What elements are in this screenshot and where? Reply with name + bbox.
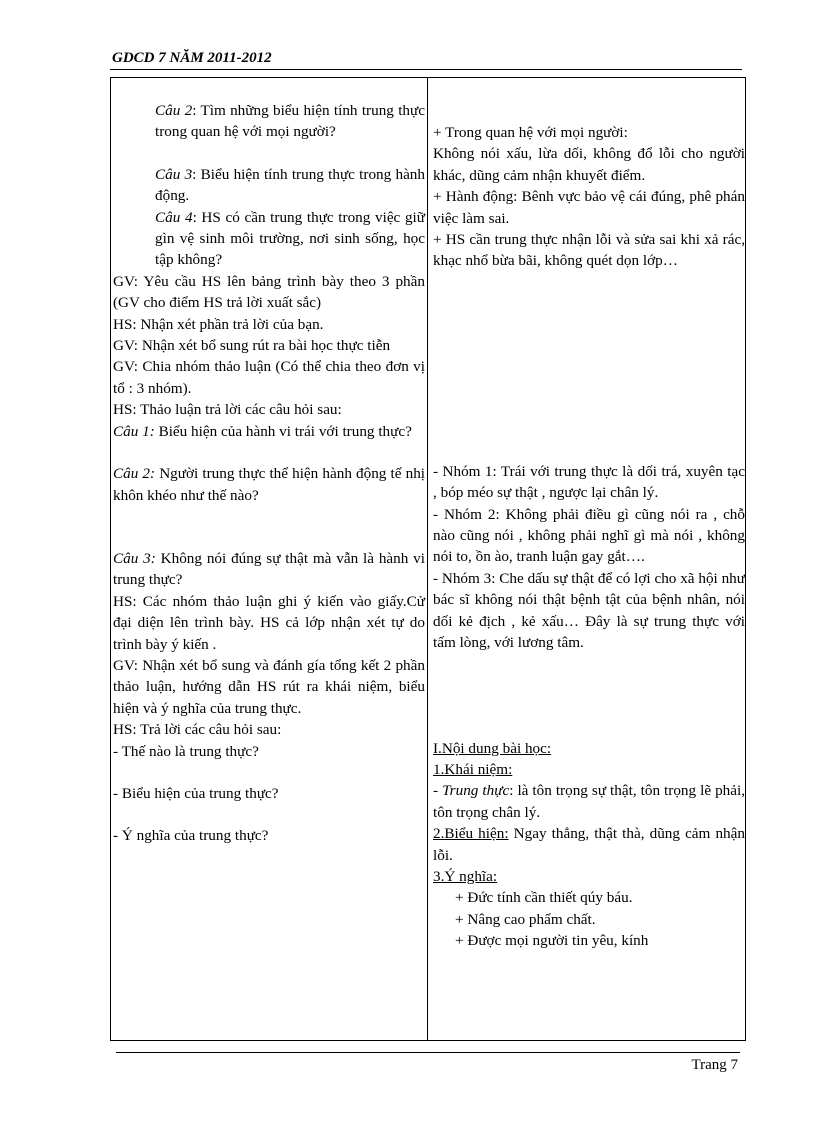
question-text: Không nói đúng sự thật mà vẫn là hành vi trung thực?: [113, 549, 425, 589]
student-activity: HS: Thảo luận trả lời các câu hỏi sau:: [113, 401, 342, 419]
lesson-table: [110, 77, 746, 1041]
meaning-item: + Được mọi người tin yêu, kính: [455, 932, 649, 950]
meaning-heading: 3.Ý nghĩa:: [433, 867, 498, 885]
student-activity: HS: Trả lời các câu hỏi sau:: [113, 721, 282, 739]
student-activity: HS: Nhận xét phần trả lời của bạn.: [113, 315, 324, 333]
question-label: Câu 2: [155, 102, 193, 119]
meaning-item: + Đức tính cần thiết qúy báu.: [455, 889, 633, 907]
concept-heading: 1.Khái niệm:: [433, 760, 513, 778]
teacher-instruction: GV: Nhận xét bổ sung và đánh gía tổng kết 2 phần thảo luận, hướng dẫn HS rút ra khái niệm, biểu hiện và ý nghĩa của trung thực.: [113, 656, 425, 717]
answer-environment: + HS cần trung thực nhận lỗi và sửa sai khi xả rác, khạc nhổ bừa bãi, không quét dọn lớp…: [433, 231, 745, 270]
question-text: : Biểu hiện tính trung thực trong hành động.: [155, 165, 425, 205]
dash: -: [433, 782, 443, 800]
discussion-question-3: [113, 548, 425, 591]
term: Trung thực: [442, 782, 510, 800]
expression-section: [433, 823, 745, 866]
question-label: Câu 3: [155, 165, 193, 183]
question-definition: - Thế nào là trung thực?: [113, 742, 259, 760]
question-text: Biểu hiện của hành vi trái với trung thực?: [154, 422, 412, 440]
question-text: Người trung thực thể hiện hành động tế nhị khôn khéo như thế nào?: [113, 465, 426, 504]
definition-text: : là tôn trọng sự thật, tôn trọng lẽ phải, tôn trọng chân lý.: [433, 782, 746, 821]
meaning-item: + Nâng cao phẩm chất.: [455, 910, 596, 928]
group-2-answer: - Nhóm 2: Không phải điều gì cũng nói ra , chỗ nào cũng nói , không phải nghĩ gì mà nói , không nói to, ồn ào, tranh luận gay gắt….: [433, 505, 745, 566]
question-text: : HS có cần trung thực trong việc giữ gìn vệ sinh môi trường, nơi sinh sống, học tập không?: [155, 208, 425, 269]
content-column: [433, 78, 745, 952]
teacher-student-column: [113, 78, 425, 847]
question-4: [113, 207, 425, 271]
header-rule: [110, 69, 742, 70]
answer-actions: + Hành động: Bênh vực bảo vệ cái đúng, phê phán việc làm sai.: [433, 188, 745, 227]
group-1-answer: - Nhóm 1: Trái với trung thực là dối trá, xuyên tạc , bóp méo sự thật , ngược lại chân lý.: [433, 462, 745, 502]
question-2: [113, 100, 425, 143]
teacher-instruction: GV: Chia nhóm thảo luận (Có thể chia theo đơn vị tổ : 3 nhóm).: [113, 358, 425, 397]
question-3: [113, 164, 425, 207]
teacher-instruction: GV: Yêu cầu HS lên bảng trình bày theo 3 phần (GV cho điểm HS trả lời xuất sắc): [113, 272, 425, 312]
question-meaning: - Ý nghĩa của trung thực?: [113, 827, 269, 845]
question-label: Câu 1:: [113, 422, 155, 440]
lesson-content-title: I.Nội dung bài học:: [433, 739, 552, 757]
page-header-title: GDCD 7 NĂM 2011-2012: [112, 50, 272, 66]
question-expression: - Biểu hiện của trung thực?: [113, 784, 279, 802]
column-divider: [427, 78, 428, 1040]
page-number: Trang 7: [691, 1057, 738, 1073]
question-label: Câu 4: [155, 208, 193, 226]
answer-relations: Không nói xấu, lừa dối, không đổ lỗi cho người khác, dũng cảm nhận khuyết điểm.: [433, 145, 745, 184]
discussion-question-1: [113, 421, 425, 442]
question-label: Câu 3:: [113, 549, 156, 567]
expression-heading: 2.Biểu hiện:: [433, 825, 509, 843]
question-text: : Tìm những biểu hiện tính trung thực trong quan hệ với mọi người?: [155, 102, 425, 141]
teacher-instruction: GV: Nhận xét bổ sung rút ra bài học thực tiễn: [113, 337, 391, 355]
answer-relations-heading: + Trong quan hệ với mọi người:: [433, 124, 628, 141]
concept-definition: [433, 780, 745, 823]
footer-rule: [116, 1052, 740, 1053]
expression-text: Ngay thẳng, thật thà, dũng cảm nhận lỗi.: [433, 825, 745, 864]
question-label: Câu 2:: [113, 465, 156, 483]
discussion-question-2: [113, 463, 425, 506]
group-3-answer: - Nhóm 3: Che dấu sự thật để có lợi cho xã hội như bác sĩ không nói thật bệnh tật của bệnh nhân, nói dối kẻ địch , kẻ xấu… Đây là sự trung thực với tấm lòng, với lương tâm.: [433, 569, 745, 652]
student-activity: HS: Các nhóm thảo luận ghi ý kiến vào giấy.Cử đại diện lên trình bày. HS cả lớp nhận xét tự do trình bày ý kiến .: [113, 592, 425, 653]
